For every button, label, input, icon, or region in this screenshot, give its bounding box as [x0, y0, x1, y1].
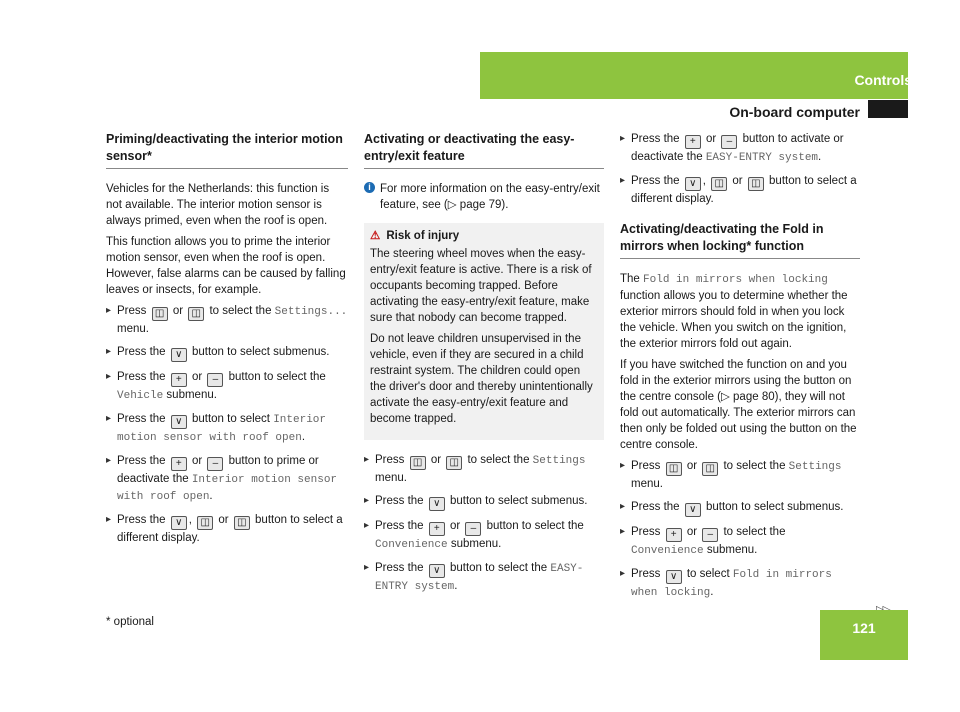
page-number: 121: [852, 620, 876, 636]
warning-text: Do not leave children unsupervised in the vehicle, even if they are secured in a child restraint system. The children could open the driver's door and thereby unintentionally activate the easy-entry/exit feature and become trapped.: [370, 333, 593, 425]
minus-button-icon: –: [207, 457, 223, 471]
step: ▸ Press the ∨ , ◫ or ◫ button to select a different display.: [620, 173, 860, 207]
section-title: Controls: [854, 72, 912, 88]
display-left-button-icon: ◫: [152, 307, 168, 321]
paragraph: Vehicles for the Netherlands: this function is not available. The interior motion sensor is always primed, even when the roof is open.: [106, 183, 330, 227]
footnote: * optional: [106, 616, 154, 628]
page-title: On-board computer: [729, 104, 860, 120]
display-right-button-icon: ◫: [188, 307, 204, 321]
step: ▸ Press the + or – button to prime or deactivate the Interior motion sensor with roof open.: [106, 453, 348, 505]
step: ▸ Press the + or – button to activate or deactivate the EASY-ENTRY system.: [620, 131, 860, 166]
step: ▸ Press + or – to select the Convenience submenu.: [620, 524, 860, 559]
step: ▸ Press the ∨ button to select submenus.: [364, 493, 604, 511]
heading-fold-mirrors: Activating/deactivating the Fold in mirrors when locking* function: [620, 221, 860, 259]
heading-interior-motion-sensor: Priming/deactivating the interior motion sensor*: [106, 131, 348, 169]
column-1: [106, 131, 348, 553]
step: ▸ Press the + or – button to select the Vehicle submenu.: [106, 369, 348, 404]
info-note: i For more information on the easy-entry/exit feature, see (▷ page 79).: [364, 181, 604, 213]
arrow-down-button-icon: ∨: [666, 570, 682, 584]
display-right-button-icon: ◫: [748, 177, 764, 191]
step: ▸ Press the ∨ button to select the EASY-ENTRY system.: [364, 560, 604, 595]
display-right-button-icon: ◫: [234, 516, 250, 530]
minus-button-icon: –: [721, 135, 737, 149]
info-icon: i: [364, 182, 375, 193]
arrow-down-button-icon: ∨: [429, 497, 445, 511]
display-left-button-icon: ◫: [410, 456, 426, 470]
minus-button-icon: –: [465, 522, 481, 536]
header-green-bar: [480, 52, 908, 99]
display-left-button-icon: ◫: [666, 462, 682, 476]
step: ▸ Press ◫ or ◫ to select the Settings menu.: [620, 458, 860, 492]
plus-button-icon: +: [429, 522, 445, 536]
paragraph: This function allows you to prime the interior motion sensor, even when the roof is open. However, false alarms can be caused by falling leaves or insects, for example.: [106, 236, 346, 296]
arrow-down-button-icon: ∨: [429, 564, 445, 578]
step: ▸ Press ◫ or ◫ to select the Settings menu.: [364, 452, 604, 486]
display-left-button-icon: ◫: [711, 177, 727, 191]
plus-button-icon: +: [171, 373, 187, 387]
arrow-down-button-icon: ∨: [171, 516, 187, 530]
display-left-button-icon: ◫: [197, 516, 213, 530]
step: ▸ Press ◫ or ◫ to select the Settings... menu.: [106, 303, 348, 337]
step: ▸ Press the ∨ button to select submenus.: [620, 499, 860, 517]
step: ▸ Press the ∨ , ◫ or ◫ button to select a different display.: [106, 512, 348, 546]
warning-text: The steering wheel moves when the easy-entry/exit feature is active. There is a risk of occupants becoming trapped. Before activating the easy-entry/exit feature, make sure that nobody can become trapped.: [370, 248, 592, 324]
minus-button-icon: –: [702, 528, 718, 542]
arrow-down-button-icon: ∨: [171, 415, 187, 429]
column-3: [620, 131, 860, 608]
step: ▸ Press the + or – button to select the Convenience submenu.: [364, 518, 604, 553]
plus-button-icon: +: [171, 457, 187, 471]
warning-box: [364, 223, 604, 440]
plus-button-icon: +: [685, 135, 701, 149]
paragraph: If you have switched the function on and you fold in the exterior mirrors using the button on the centre console (▷ page 80), they will not fold out automatically. The exterior mirrors can then only be folded out using the button on the centre console.: [620, 359, 857, 451]
warning-triangle-icon: ⚠: [370, 230, 381, 242]
paragraph: The Fold in mirrors when locking function allows you to determine whether the exterior mirrors should fold in when you lock the vehicle. When you switch on the ignition, the exterior mirrors fold out again.: [620, 273, 848, 350]
header-black-tab: [868, 100, 908, 118]
heading-easy-entry: Activating or deactivating the easy-entry/exit feature: [364, 131, 604, 169]
display-right-button-icon: ◫: [446, 456, 462, 470]
plus-button-icon: +: [666, 528, 682, 542]
step: ▸ Press ∨ to select Fold in mirrors when locking.: [620, 566, 860, 601]
arrow-down-button-icon: ∨: [685, 503, 701, 517]
step: ▸ Press the ∨ button to select Interior motion sensor with roof open.: [106, 411, 348, 446]
display-right-button-icon: ◫: [702, 462, 718, 476]
column-2: [364, 131, 604, 602]
warning-title: Risk of injury: [386, 230, 460, 242]
arrow-down-button-icon: ∨: [171, 348, 187, 362]
minus-button-icon: –: [207, 373, 223, 387]
arrow-down-button-icon: ∨: [685, 177, 701, 191]
step: ▸ Press the ∨ button to select submenus.: [106, 344, 348, 362]
